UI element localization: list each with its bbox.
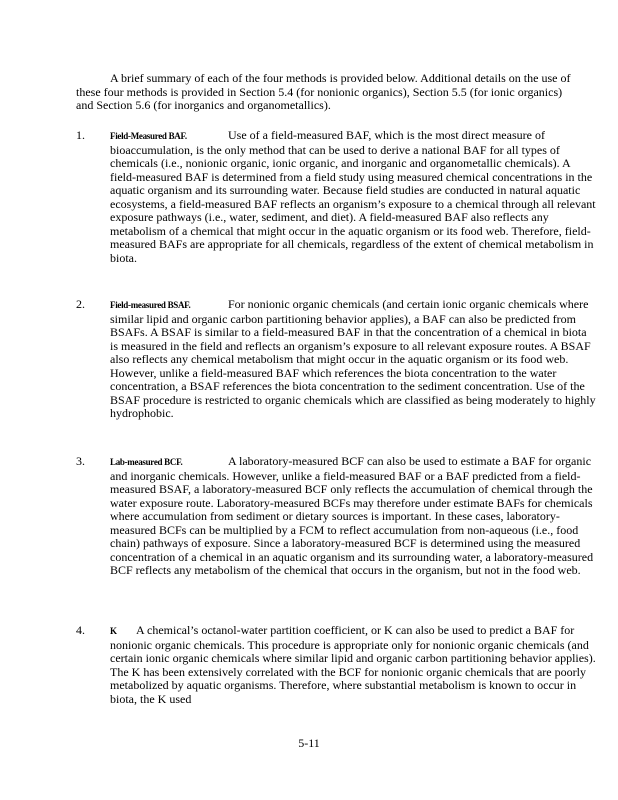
item-body [110,298,596,421]
item-text: A chemical’s octanol-water partition coefficient, or K can also be used to predict a BAF for nonionic organic chemicals. This procedure is appropriate only for nonionic organic chemicals (and certain ionic organic chemicals where similar lipid and organic carbon partitioning behavior applies). The K has been extensively correlated with the BCF for nonionic organic chemicals that are poorly metabolized by aquatic organisms. Therefore, where substantial metabolism is known to occur in biota, the K used [110,623,596,706]
item-heading: Field-Measured BAF. [110,131,187,141]
item-number: 3. [76,454,85,468]
page-number: 5-11 [298,736,320,750]
item-body [110,624,596,706]
item-text: For nonionic organic chemicals (and certain ionic organic chemicals where similar lipid and organic carbon partitioning behavior applies), a BAF can also be predicted from BSAFs. A BSAF is similar to a field-measured BAF in that the concentration of a chemical in biota is measured in the field and reflects an organism’s exposure to all relevant exposure routes. A BSAF also reflects any chemical metabolism that might occur in the aquatic organism or its food web. However, unlike a field-measured BAF which references the biota concentration to the water concentration, a BSAF references the biota concentration to the sediment concentration. Use of the BSAF procedure is restricted to organic chemicals which are classified as being moderately to highly hydrophobic. [110,297,596,420]
item-heading: Field-measured BSAF. [110,300,191,310]
method-item-4 [76,624,596,706]
item-heading: Lab-measured BCF. [110,457,183,467]
method-item-3 [76,455,596,578]
item-text: A laboratory-measured BCF can also be used to estimate a BAF for organic and inorganic chemicals. However, unlike a field-measured BAF or a BAF predicted from a field-measured BSAF, a laboratory-measured BCF only reflects the accumulation of chemical through the water exposure route. Laboratory-measured BCFs may therefore under estimate BAFs for chemicals where accumulation from sediment or dietary sources is important. In these cases, laboratory-measured BCFs can be multiplied by a FCM to reflect accumulation from non-aqueous (i.e., food chain) pathways of exposure. Since a laboratory-measured BCF is determined using the measured concentration of a chemical in an aquatic organism and its surrounding water, a laboratory-measured BCF reflects any metabolism of the chemical that occurs in the organism, but not in the food web. [110,454,594,577]
intro-paragraph: A brief summary of each of the four methods is provided below. Additional details on the use of these four methods is provided in Section 5.4 (for nonionic organics), Section 5.5 (for ionic organics) and Section 5.6 (for inorganics and organometallics). [76,71,571,112]
item-body [110,455,596,578]
item-heading: K [110,626,117,636]
item-number: 1. [76,128,85,142]
item-text: Use of a field-measured BAF, which is the most direct measure of bioaccumulation, is the only method that can be used to derive a national BAF for all types of chemicals (i.e., nonionic organic, ionic organic, and inorganic and organometallic chemicals). A field-measured BAF is determined from a field study using measured chemical concentrations in the aquatic organism and its surrounding water. Because field studies are conducted in natural aquatic ecosystems, a field-measured BAF reflects an organism’s exposure to a chemical through all relevant exposure pathways (i.e., water, sediment, and diet). A field-measured BAF also reflects any metabolism of a chemical that might occur in the aquatic organism or its food web. Therefore, field-measured BAFs are appropriate for all chemicals, regardless of the extent of chemical metabolism in biota. [110,128,596,265]
item-number: 4. [76,623,85,637]
method-item-1 [76,129,596,265]
item-body [110,129,596,265]
method-item-2 [76,298,596,421]
item-number: 2. [76,297,85,311]
